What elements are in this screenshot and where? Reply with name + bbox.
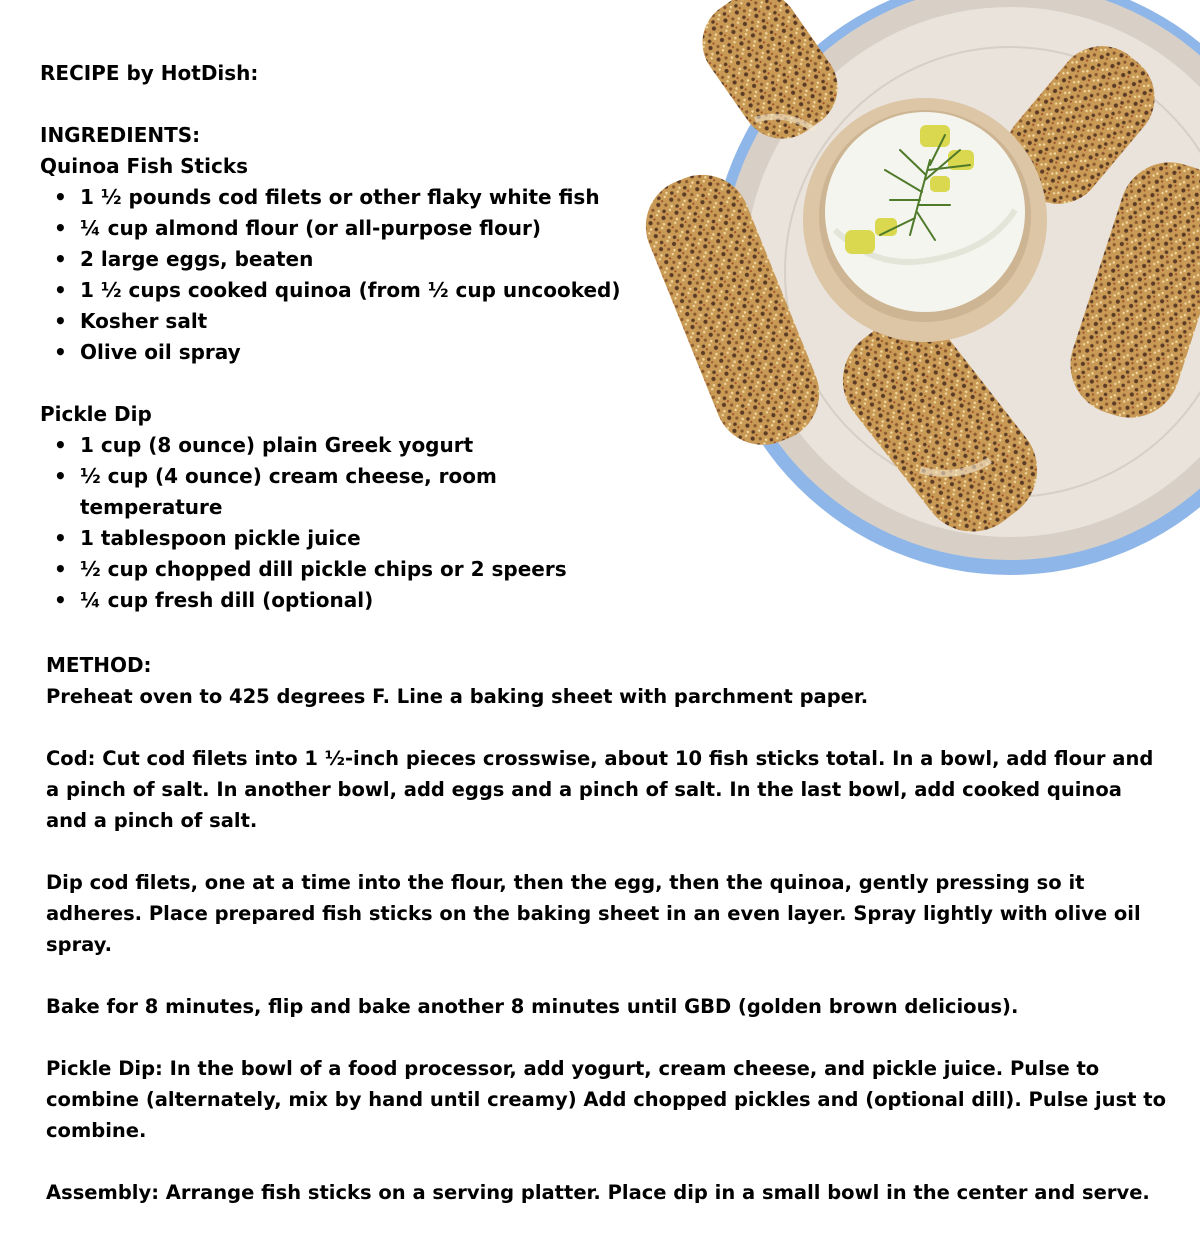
food-illustration (630, 0, 1200, 590)
list-item: • 1 ½ pounds cod filets or other flaky white fish (40, 182, 640, 213)
list-item: • Olive oil spray (40, 337, 640, 368)
method-section (46, 650, 1166, 1239)
ingredients-column (40, 58, 640, 616)
list-item: • ½ cup chopped dill pickle chips or 2 speers (40, 554, 640, 585)
method-step-bake: Bake for 8 minutes, flip and bake another 8 minutes until GBD (golden brown delicious). (46, 995, 1019, 1018)
list-item: • 1 ½ cups cooked quinoa (from ½ cup uncooked) (40, 275, 640, 306)
method-step-assembly: Assembly: Arrange fish sticks on a serving platter. Place dip in a small bowl in the center and serve. (46, 1181, 1150, 1204)
method-step-pickle-dip: Pickle Dip: In the bowl of a food processor, add yogurt, cream cheese, and pickle juice. Pulse to combine (alternately, mix by hand until creamy) Add chopped pickles and (optional dill). Pulse just to combine. (46, 1057, 1167, 1142)
list-item: • 2 large eggs, beaten (40, 244, 640, 275)
list-item: • ¼ cup fresh dill (optional) (40, 585, 640, 616)
fish-sticks-ingredient-list (40, 182, 640, 368)
method-step-preheat: Preheat oven to 425 degrees F. Line a baking sheet with parchment paper. (46, 685, 869, 708)
section-title-fish-sticks: Quinoa Fish Sticks (40, 154, 249, 178)
section-title-pickle-dip: Pickle Dip (40, 402, 152, 426)
method-heading: METHOD: (46, 653, 152, 677)
list-item: • 1 cup (8 ounce) plain Greek yogurt (40, 430, 640, 461)
list-item: • ½ cup (4 ounce) cream cheese, room temperature (40, 461, 640, 523)
list-item: • 1 tablespoon pickle juice (40, 523, 640, 554)
list-item: • Kosher salt (40, 306, 640, 337)
ingredients-heading: INGREDIENTS: (40, 123, 201, 147)
method-step-cod: Cod: Cut cod filets into 1 ½-inch pieces crosswise, about 10 fish sticks total. In a bowl, add flour and a pinch of salt. In another bowl, add eggs and a pinch of salt. In the last bowl, add cooked quinoa and a pinch of salt. (46, 747, 1154, 832)
pickle-dip-bowl (803, 98, 1047, 342)
pickle-dip-ingredient-list (40, 430, 640, 616)
list-item: • ¼ cup almond flour (or all-purpose flour) (40, 213, 640, 244)
method-step-dip: Dip cod filets, one at a time into the flour, then the egg, then the quinoa, gently pressing so it adheres. Place prepared fish sticks on the baking sheet in an even layer. Spray lightly with olive oil spray. (46, 871, 1141, 956)
recipe-credit: RECIPE by HotDish: (40, 61, 259, 85)
food-photo (630, 0, 1200, 590)
